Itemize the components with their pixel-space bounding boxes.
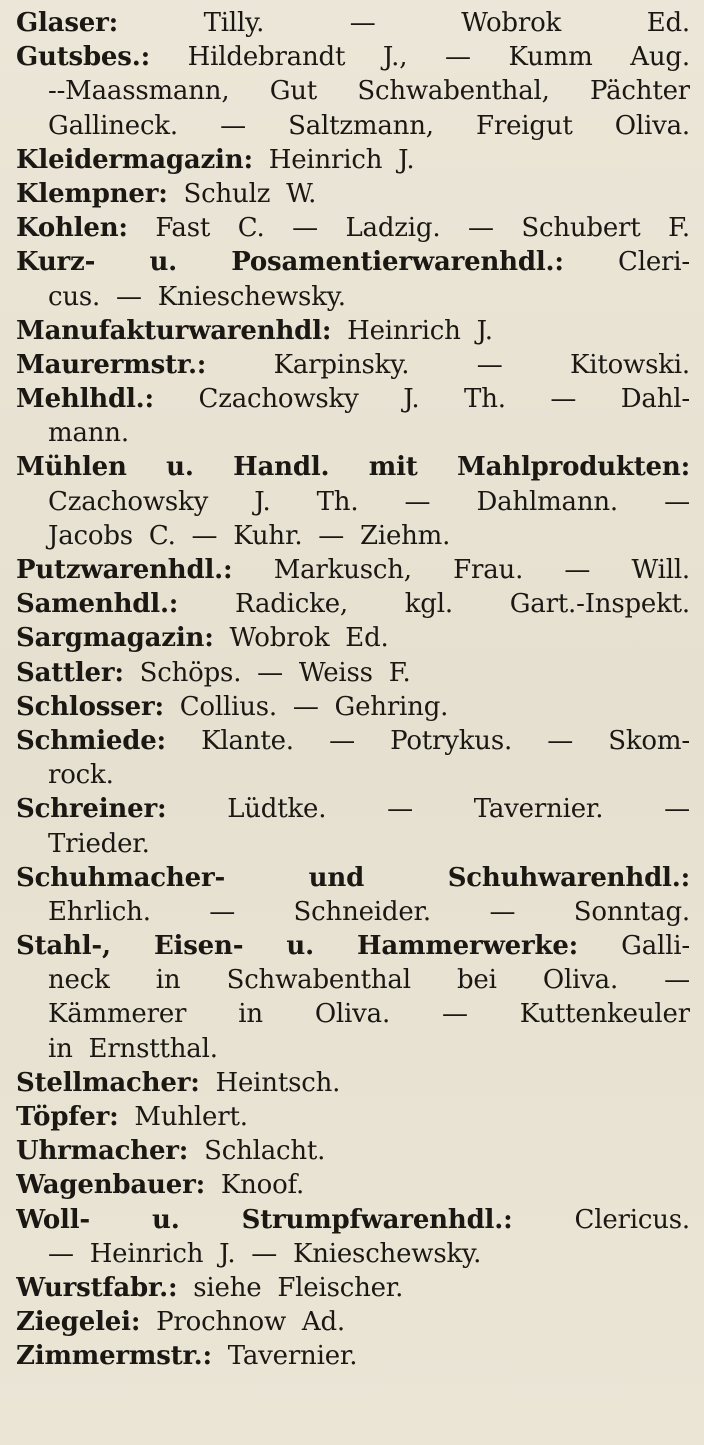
trade-heading: Uhrmacher: (16, 1136, 189, 1167)
entry-text: C. (148, 520, 176, 551)
entry-text: Aug. (630, 42, 690, 73)
entry-text: Gehring. (334, 691, 449, 722)
entry-text: Heinrich (347, 315, 461, 346)
entry-schuhmacher (16, 861, 690, 895)
entry-text: Kämmerer (48, 999, 187, 1030)
entry-text: mann. (48, 418, 129, 449)
entry-text: Schwabenthal, (357, 76, 550, 107)
entry-text: Ed. (345, 623, 389, 654)
entry-text: Muhlert. (134, 1102, 248, 1132)
dash-separator: — (664, 486, 690, 517)
entry-text: Potrykus. (390, 725, 513, 756)
entry-text: J. (254, 486, 271, 517)
entry-text: Heinrich (268, 144, 383, 175)
dash-separator: — (257, 657, 283, 688)
trade-heading: Mehlhdl.: (16, 384, 154, 415)
entry-text: in (48, 1033, 73, 1064)
dash-separator: — (48, 1238, 74, 1269)
entry-text: cus. (48, 281, 101, 312)
entry-text: Kuttenkeuler (519, 999, 690, 1030)
trade-heading: Schmiede: (16, 725, 166, 756)
entry-manufakturwaren (16, 314, 690, 348)
entry-text: Frau. (453, 555, 524, 585)
entry-text: W. (286, 178, 317, 209)
entry-text: C. (237, 213, 265, 244)
entry-text: F. (388, 657, 411, 688)
trade-heading: Stellmacher: (16, 1067, 200, 1098)
entry-continuation (16, 997, 690, 1031)
dash-separator: — (547, 725, 574, 756)
entry-text: Heinrich (89, 1238, 204, 1269)
entry-text: Knieschewsky. (157, 281, 346, 312)
entry-gutsbes (16, 40, 690, 74)
entry-text: Lüdtke. (227, 794, 327, 825)
entry-continuation (16, 895, 690, 929)
entry-text: Collius. (179, 691, 277, 722)
entry-text: Schubert (521, 213, 641, 244)
entry-toepfer (16, 1100, 690, 1134)
entry-text: Tilly. (203, 8, 265, 38)
entry-continuation (16, 1237, 690, 1271)
entry-text: J. (476, 315, 493, 346)
entry-text: J. (403, 384, 420, 415)
entry-schlosser (16, 690, 690, 724)
dash-separator: — (318, 520, 345, 551)
dash-separator: — (349, 8, 376, 38)
dash-separator: — (444, 42, 471, 73)
trade-heading: Mühlen (16, 452, 127, 483)
dash-separator: — (550, 384, 577, 415)
dash-separator: — (292, 691, 319, 722)
entry-schreiner (16, 792, 690, 826)
dash-separator: — (489, 896, 516, 927)
dash-separator: — (664, 794, 690, 825)
trade-heading: Stahl-, (16, 931, 111, 962)
entry-glaser (16, 6, 690, 40)
trade-heading: Kohlen: (16, 213, 128, 244)
entry-text: J., (382, 42, 408, 73)
entry-text: Fleischer. (277, 1272, 404, 1303)
entry-continuation (16, 416, 690, 450)
entry-ziegelei (16, 1305, 690, 1339)
entry-text: Ladzig. (345, 213, 441, 244)
trade-heading: Putzwarenhdl.: (16, 555, 233, 585)
entry-text: Fast (155, 213, 211, 244)
entry-text: Skom- (608, 725, 690, 756)
entry-text: Tavernier. (227, 1341, 358, 1372)
entry-text: Gart.-Inspekt. (509, 589, 690, 620)
trade-heading: Glaser: (16, 8, 119, 38)
trade-heading: Gutsbes.: (16, 42, 150, 73)
entry-text: kgl. (404, 589, 453, 620)
entry-text: Wobrok (461, 8, 562, 38)
entry-stellmacher (16, 1066, 690, 1100)
trade-heading: Posamentierwarenhdl.: (231, 247, 564, 278)
trade-heading: Sargmagazin: (16, 623, 214, 654)
entry-continuation (16, 963, 690, 997)
entry-text: Dahlmann. (476, 486, 618, 517)
entry-text: Will. (631, 555, 690, 585)
trade-heading: mit (368, 452, 418, 483)
trade-heading: Manufakturwarenhdl: (16, 315, 332, 346)
entry-text: Schöps. (139, 657, 242, 688)
entry-text: J. (398, 144, 415, 175)
trade-heading: u. (152, 1204, 180, 1235)
entry-text: Czachowsky (198, 384, 359, 415)
trade-heading: Kleidermagazin: (16, 144, 253, 175)
entry-text: Ehrlich. (48, 896, 151, 927)
trade-heading: Töpfer: (16, 1102, 119, 1132)
entry-text: Kuhr. (233, 520, 303, 551)
entry-text: Ernstthal. (88, 1033, 218, 1064)
entry-samenhdl (16, 587, 690, 621)
entry-text: Schlacht. (204, 1136, 326, 1167)
entry-text: Oliva. (614, 110, 690, 141)
entry-continuation (16, 519, 690, 553)
trade-heading: Schuhwarenhdl.: (447, 862, 690, 893)
entry-text: --Maassmann, (48, 76, 230, 107)
entry-text: Hildebrandt (187, 42, 346, 73)
entry-maurermstr (16, 348, 690, 382)
entry-text: Ad. (301, 1307, 345, 1338)
trade-heading: Schreiner: (16, 794, 167, 825)
trade-heading: u. (286, 931, 314, 962)
dash-separator: — (329, 725, 355, 756)
dash-separator: — (191, 520, 218, 551)
entry-text: Knieschewsky. (292, 1238, 482, 1269)
dash-separator: — (220, 110, 246, 141)
trade-heading: Zimmermstr.: (16, 1341, 212, 1372)
entry-text: Freigut (476, 110, 573, 141)
entry-continuation (16, 109, 690, 143)
dash-separator: — (664, 965, 690, 996)
trade-heading: Klempner: (16, 178, 168, 209)
dash-separator: — (116, 281, 142, 312)
entry-text: F. (668, 213, 690, 244)
trade-heading: Eisen- (153, 931, 244, 962)
entry-text: Gallineck. (48, 110, 178, 141)
entry-text: Kumm (508, 42, 593, 73)
entry-wagenbauer (16, 1168, 690, 1202)
trade-heading: Hammerwerke: (357, 931, 579, 962)
trade-heading: Ziegelei: (16, 1307, 141, 1338)
entry-text: Tavernier. (473, 794, 604, 825)
entry-klempner (16, 177, 690, 211)
trade-heading: Samenhdl.: (16, 589, 179, 620)
entry-text: Saltzmann, (288, 110, 434, 141)
entry-text: J. (219, 1238, 236, 1269)
trade-heading: u. (166, 452, 194, 483)
dash-separator: — (467, 213, 494, 244)
entry-text: Weiss (298, 657, 373, 688)
entry-text: Kitowski. (569, 349, 690, 380)
trade-heading: Kurz- (16, 247, 96, 278)
entry-woll-strumpfwaren (16, 1203, 690, 1237)
entry-zimmermstr (16, 1339, 690, 1373)
entry-sargmagazin (16, 621, 690, 655)
trade-heading: Strumpfwarenhdl.: (241, 1204, 513, 1235)
entry-kleidermagazin (16, 143, 690, 177)
entry-text: neck (48, 965, 110, 996)
entry-text: in (155, 965, 181, 996)
entry-schmiede (16, 724, 690, 758)
entry-stahl-eisen-hammerwerke (16, 929, 690, 963)
entry-text: bei (456, 965, 497, 996)
entry-text: Th. (316, 486, 359, 517)
entry-text: Wobrok (229, 623, 330, 654)
entry-text: Sonntag. (573, 896, 690, 927)
entry-text: Oliva. (314, 999, 391, 1030)
entry-continuation (16, 827, 690, 861)
entry-text: Gut (269, 76, 318, 107)
entry-text: Jacobs (48, 520, 133, 551)
trade-heading: Sattler: (16, 657, 124, 688)
trade-heading: Wagenbauer: (16, 1170, 205, 1201)
entry-text: Trieder. (48, 828, 150, 859)
entry-text: Klante. (201, 725, 294, 756)
entry-text: Ziehm. (359, 520, 451, 551)
trade-heading: Woll- (16, 1204, 90, 1235)
entry-text: Prochnow (156, 1307, 287, 1338)
entry-text: Clericus. (574, 1204, 690, 1235)
dash-separator: — (387, 794, 413, 825)
entry-text: Pächter (589, 76, 690, 107)
trade-heading: Schlosser: (16, 691, 164, 722)
entry-text: Karpinsky. (273, 349, 410, 380)
entry-text: Galli- (621, 931, 690, 962)
trade-heading: und (308, 862, 365, 893)
entry-text: rock. (48, 760, 114, 791)
entry-text: Schneider. (293, 896, 431, 927)
trade-heading: Maurermstr.: (16, 349, 207, 380)
entry-uhrmacher (16, 1134, 690, 1168)
entry-text: Cleri- (618, 247, 690, 278)
trade-heading: Schuhmacher- (16, 862, 226, 893)
trade-heading: Handl. (233, 452, 330, 483)
entry-text: Radicke, (234, 589, 348, 620)
entry-muehlen (16, 450, 690, 484)
trade-heading: Wurstfabr.: (16, 1272, 178, 1303)
entry-text: Dahl- (620, 384, 690, 415)
trade-heading: u. (149, 247, 177, 278)
dash-separator: — (476, 349, 503, 380)
entry-text: Ed. (646, 8, 690, 38)
entry-text: Heintsch. (215, 1067, 341, 1098)
entry-text: Schwabenthal (226, 965, 411, 996)
entry-putzwarenhdl (16, 553, 690, 587)
dash-separator: — (292, 213, 318, 244)
dash-separator: — (404, 486, 431, 517)
entry-kohlen (16, 211, 690, 245)
entry-text: Th. (464, 384, 506, 415)
entry-sattler (16, 656, 690, 690)
trade-heading: Mahlprodukten: (457, 452, 690, 483)
dash-separator: — (441, 999, 468, 1030)
dash-separator: — (564, 555, 591, 585)
entry-continuation (16, 74, 690, 108)
dash-separator: — (209, 896, 236, 927)
entry-text: Oliva. (542, 965, 619, 996)
entry-mehlhdl (16, 382, 690, 416)
entry-continuation (16, 758, 690, 792)
entry-continuation (16, 1032, 690, 1066)
entry-text: in (238, 999, 263, 1030)
entry-continuation (16, 485, 690, 519)
entry-text: Markusch, (273, 555, 412, 585)
entry-text: Czachowsky (48, 486, 209, 517)
dash-separator: — (251, 1238, 278, 1269)
entry-text: Schulz (183, 178, 271, 209)
entry-continuation (16, 280, 690, 314)
entry-wurstfabr (16, 1271, 690, 1305)
entry-kurz-posamentier (16, 245, 690, 279)
entry-text: siehe (193, 1272, 262, 1303)
entry-text: Knoof. (220, 1170, 305, 1201)
